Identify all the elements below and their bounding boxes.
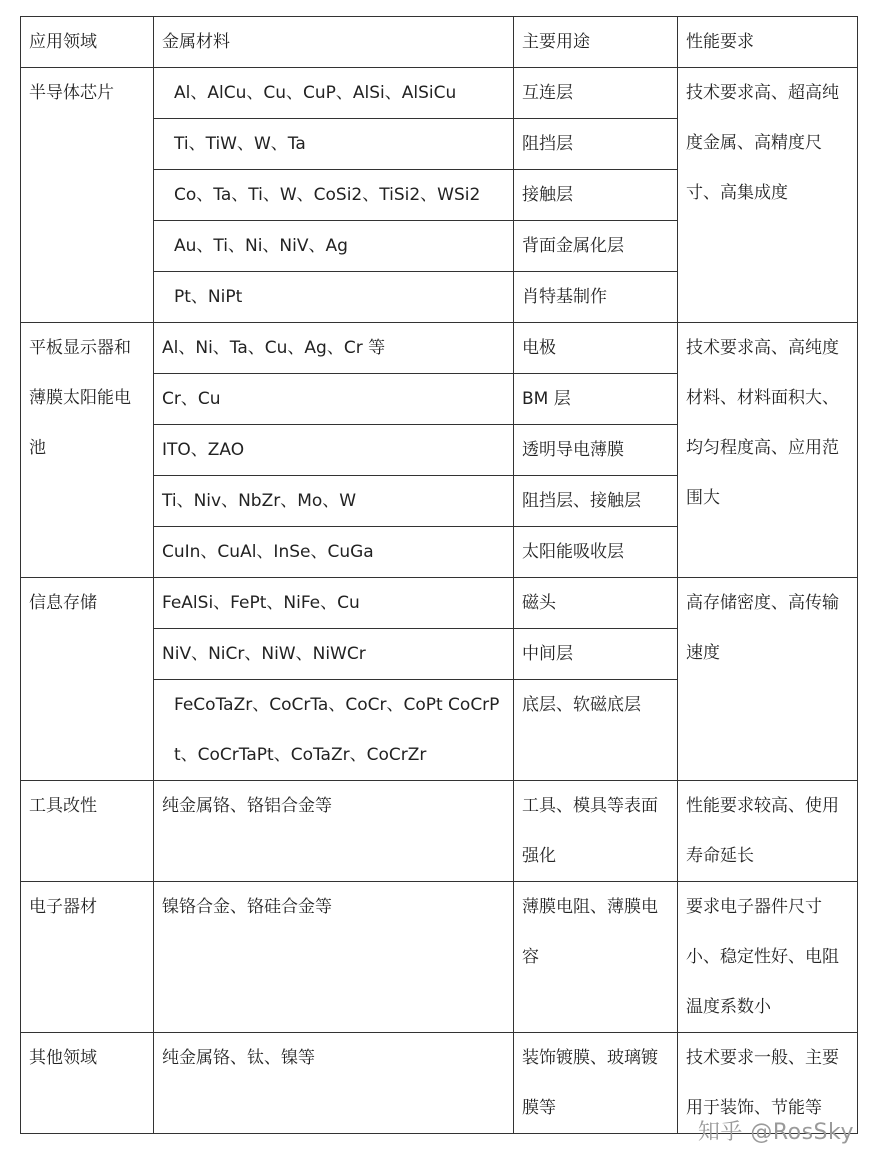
use-cell [514, 882, 678, 1033]
use-text: 薄膜电阻、薄膜电容 [522, 897, 658, 967]
material-cell: Au、Ti、Ni、NiV、Ag [154, 221, 514, 272]
header-material: 金属材料 [154, 17, 514, 68]
table-row [21, 323, 858, 374]
field-text: 平板显示器和薄膜太阳能电池 [29, 338, 131, 458]
performance-cell [678, 882, 858, 1033]
performance-text: 性能要求较高、使用寿命延长 [686, 796, 839, 866]
use-cell: 互连层 [514, 68, 678, 119]
use-text: 工具、模具等表面强化 [522, 796, 658, 866]
material-text: FeCoTaZr、CoCrTa、CoCr、CoPt CoCrPt、CoCrTaPt、CoTaZr、CoCrZr [174, 695, 500, 765]
use-cell: 阻挡层 [514, 119, 678, 170]
material-cell: Ti、TiW、W、Ta [154, 119, 514, 170]
use-cell [514, 1033, 678, 1134]
use-cell: 透明导电薄膜 [514, 425, 678, 476]
use-cell: 接触层 [514, 170, 678, 221]
use-text: 装饰镀膜、玻璃镀膜等 [522, 1048, 658, 1118]
use-cell [514, 781, 678, 882]
header-row [21, 17, 858, 68]
watermark: 知乎 @RosSky [697, 1120, 854, 1145]
performance-text: 技术要求一般、主要用于装饰、节能等 [686, 1048, 839, 1118]
material-cell: Ti、Niv、NbZr、Mo、W [154, 476, 514, 527]
material-cell: 纯金属铬、铬铝合金等 [154, 781, 514, 882]
use-cell: 磁头 [514, 578, 678, 629]
performance-cell [678, 578, 858, 781]
table-row [21, 578, 858, 629]
use-cell: 背面金属化层 [514, 221, 678, 272]
use-cell: 阻挡层、接触层 [514, 476, 678, 527]
performance-text: 技术要求高、高纯度材料、材料面积大、均匀程度高、应用范围大 [686, 338, 839, 508]
material-cell [154, 680, 514, 781]
material-cell: Cr、Cu [154, 374, 514, 425]
table-row [21, 781, 858, 882]
field-cell: 信息存储 [21, 578, 154, 781]
table-row [21, 882, 858, 1033]
performance-cell [678, 781, 858, 882]
performance-cell [678, 323, 858, 578]
field-cell: 半导体芯片 [21, 68, 154, 323]
field-cell: 其他领域 [21, 1033, 154, 1134]
header-performance: 性能要求 [678, 17, 858, 68]
material-cell: Pt、NiPt [154, 272, 514, 323]
use-cell: 底层、软磁底层 [514, 680, 678, 781]
material-cell: Co、Ta、Ti、W、CoSi2、TiSi2、WSi2 [154, 170, 514, 221]
use-cell: 太阳能吸收层 [514, 527, 678, 578]
field-cell: 工具改性 [21, 781, 154, 882]
material-cell: NiV、NiCr、NiW、NiWCr [154, 629, 514, 680]
performance-text: 技术要求高、超高纯度金属、高精度尺寸、高集成度 [686, 83, 839, 203]
table-row [21, 68, 858, 119]
header-field: 应用领域 [21, 17, 154, 68]
material-cell: CuIn、CuAl、InSe、CuGa [154, 527, 514, 578]
metal-materials-table [20, 16, 858, 1134]
material-cell: 镍铬合金、铬硅合金等 [154, 882, 514, 1033]
field-cell [21, 323, 154, 578]
performance-text: 要求电子器件尺寸小、稳定性好、电阻温度系数小 [686, 897, 839, 1017]
material-cell: FeAlSi、FePt、NiFe、Cu [154, 578, 514, 629]
material-cell: ITO、ZAO [154, 425, 514, 476]
material-cell: Al、Ni、Ta、Cu、Ag、Cr 等 [154, 323, 514, 374]
header-use: 主要用途 [514, 17, 678, 68]
use-cell: 电极 [514, 323, 678, 374]
material-cell: 纯金属铬、钛、镍等 [154, 1033, 514, 1134]
field-cell: 电子器材 [21, 882, 154, 1033]
performance-cell [678, 68, 858, 323]
use-cell: BM 层 [514, 374, 678, 425]
performance-text: 高存储密度、高传输速度 [686, 593, 839, 663]
use-cell: 肖特基制作 [514, 272, 678, 323]
material-cell: Al、AlCu、Cu、CuP、AlSi、AlSiCu [154, 68, 514, 119]
use-cell: 中间层 [514, 629, 678, 680]
